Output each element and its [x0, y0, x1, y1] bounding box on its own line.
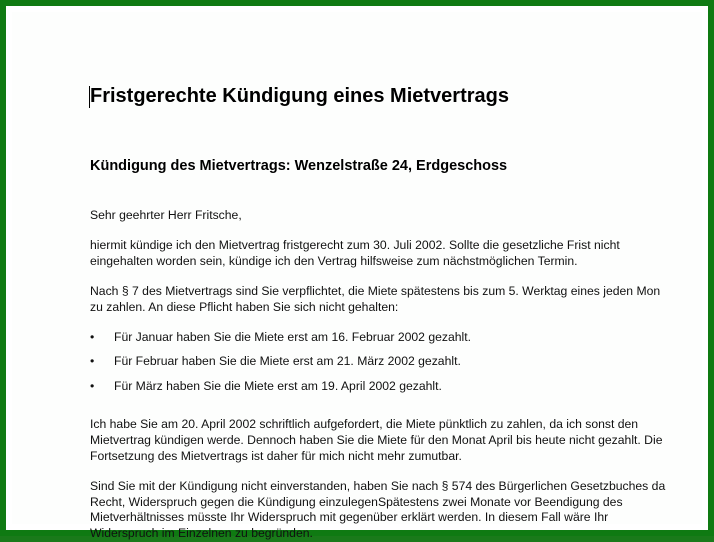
paragraph-line: hiermit kündige ich den Mietvertrag fristgerecht zum 30. Juli 2002. Sollte die gesetzliche Frist nicht — [90, 238, 620, 252]
bullet-icon: • — [90, 379, 95, 393]
document-subtitle: Kündigung des Mietvertrags: Wenzelstraße 24, Erdgeschoss — [90, 158, 508, 174]
paragraph-line: Fortsetzung des Mietvertrags ist daher für mich nicht mehr zumutbar. — [90, 449, 462, 463]
paragraph-line: Ich habe Sie am 20. April 2002 schriftlich aufgefordert, die Miete pünktlich zu zahlen, da ich sonst den — [90, 417, 639, 431]
list-item-text: Für März haben Sie die Miete erst am 19. April 2002 gezahlt. — [114, 379, 442, 393]
bullet-icon: • — [90, 354, 95, 368]
paragraph-line: Recht, Widerspruch gegen die Kündigung einzulegenSpätestens zwei Monate vor Beendigung des — [90, 495, 623, 509]
list-item-text: Für Februar haben Sie die Miete erst am 21. März 2002 gezahlt. — [114, 354, 461, 368]
paragraph-line: Mietverhältnisses müsste Ihr Widerspruch mit gegenüber erklärt werden. In diesem Fall wäre Ihr — [90, 510, 609, 524]
paragraph-line: Sind Sie mit der Kündigung nicht einverstanden, haben Sie nach § 574 des Bürgerlichen Gesetzbuches da — [90, 479, 666, 493]
paragraph-line: zu zahlen. An diese Pflicht haben Sie sich nicht gehalten: — [90, 300, 399, 314]
salutation: Sehr geehrter Herr Fritsche, — [90, 208, 242, 222]
document-page[interactable] — [12, 12, 702, 540]
page-title: Fristgerechte Kündigung eines Mietvertrags — [90, 85, 509, 107]
paragraph-line: Nach § 7 des Mietvertrags sind Sie verpflichtet, die Miete spätestens bis zum 5. Werktag eines jeden Mon — [90, 284, 661, 298]
paragraph-line: eingehalten worden sein, kündige ich den Vertrag hilfsweise zum nächstmöglichen Termin. — [90, 254, 578, 268]
list-item-text: Für Januar haben Sie die Miete erst am 16. Februar 2002 gezahlt. — [114, 330, 472, 344]
paragraph-line: Widerspruch im Einzelnen zu begründen. — [90, 526, 313, 540]
bullet-icon: • — [90, 330, 95, 344]
paragraph-line: Mietvertrag kündigen werde. Dennoch haben Sie die Miete für den Monat April bis heute nicht gezahlt. Die — [90, 433, 663, 447]
